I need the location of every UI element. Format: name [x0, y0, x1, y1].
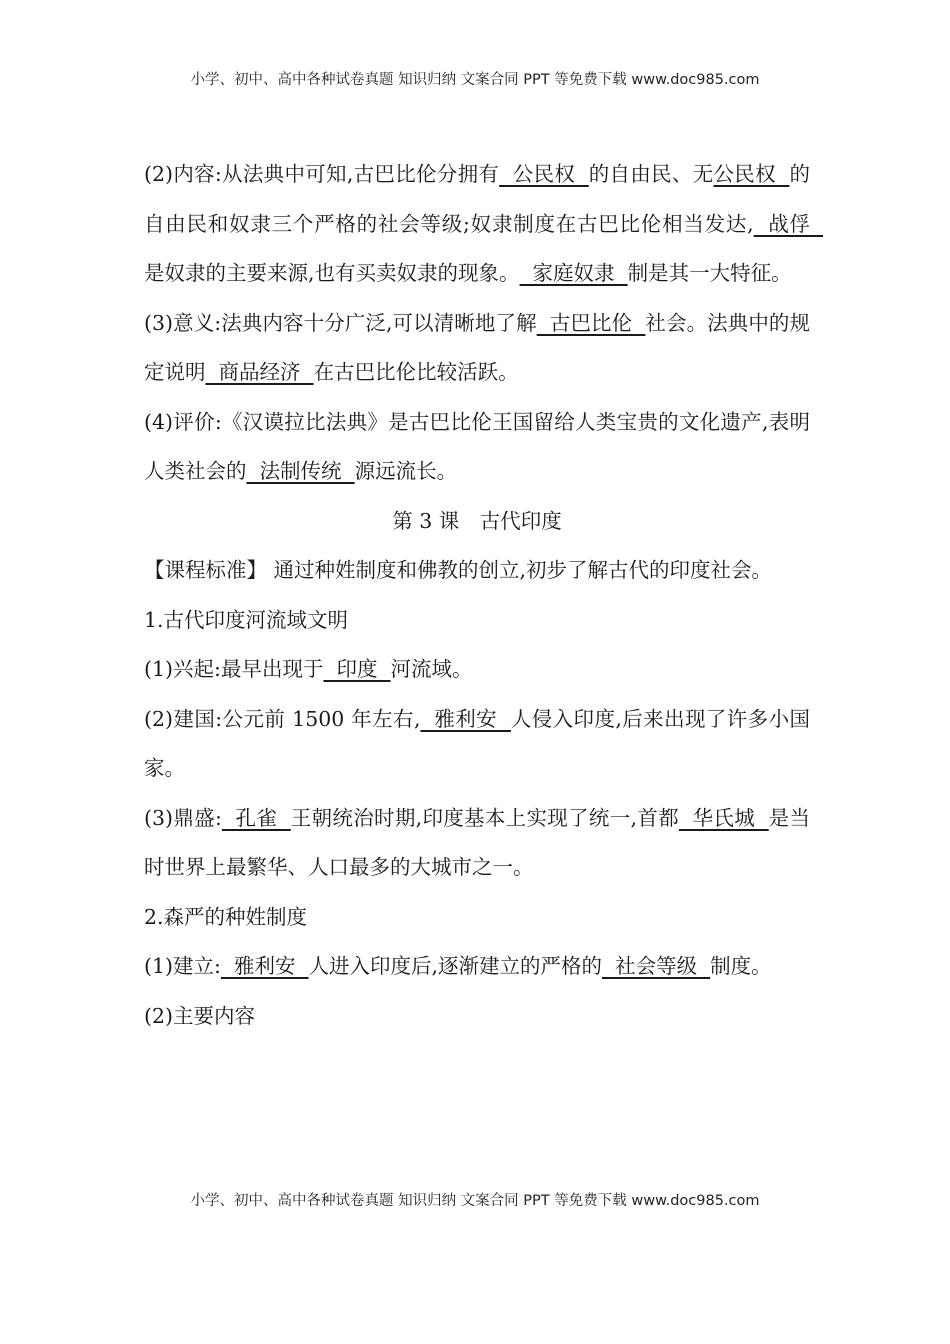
text: 是当时世界上最繁华、人口最多的大城市之一。: [144, 805, 810, 879]
lesson-title: 第 3 课 古代印度: [392, 508, 562, 533]
text: (1)建立:: [144, 954, 221, 978]
text: (3)鼎盛:: [144, 805, 222, 830]
text: (2)内容:从法典中可知,古巴比伦分拥有: [144, 162, 500, 186]
text: 源远流长。: [354, 459, 458, 483]
answer-blank: 雅利安: [220, 954, 309, 978]
text: (2)建国:公元前 1500 年左右,: [144, 706, 421, 731]
answer-blank: 家庭奴隶: [519, 261, 628, 285]
answer-blank: 古巴比伦: [536, 310, 646, 335]
text: 人侵入印度,后来出现了许多小国家。: [144, 706, 810, 780]
answer-blank: 华氏城: [678, 805, 769, 830]
answer-blank: 公民权: [499, 162, 589, 186]
text: 人进入印度后,逐渐建立的严格的: [308, 954, 603, 978]
answer-blank: 孔雀: [221, 805, 291, 830]
course-standard: [144, 546, 810, 596]
item-establishment: [144, 942, 810, 992]
text: 社会。法典中的规定说明: [144, 310, 810, 384]
answer-blank: 印度: [323, 657, 391, 681]
page-header: 小学、初中、高中各种试卷真题 知识归纳 文案合同 PPT 等免费下载 www.doc985.com: [190, 72, 760, 88]
standard-label: 【课程标准】: [144, 558, 267, 582]
item-main-content: (2)主要内容: [144, 1003, 256, 1028]
text: (4)评价:《汉谟拉比法典》是古巴比伦王国留给人类宝贵的文化遗产,表明人类社会的: [144, 409, 810, 483]
answer-blank: 雅利安: [420, 706, 511, 731]
document-body: [144, 150, 824, 1041]
paragraph-evaluation: [144, 398, 810, 497]
text: 王朝统治时期,印度基本上实现了统一,首都: [290, 805, 679, 830]
text: 制度。: [710, 954, 772, 978]
text: (1)兴起:最早出现于: [144, 657, 324, 681]
paragraph-content: [144, 150, 824, 299]
item-rise: [144, 645, 810, 695]
answer-blank: 商品经济: [205, 360, 314, 384]
text: 在古巴比伦比较活跃。: [313, 360, 519, 384]
paragraph-significance: [144, 299, 810, 398]
text: 是奴隶的主要来源,也有买卖奴隶的现象。: [144, 261, 520, 285]
item-founding: [144, 695, 810, 794]
section-title-2: 2.森严的种姓制度: [144, 904, 308, 929]
text: 的自由民、无: [588, 162, 714, 186]
answer-blank: 公民权: [713, 162, 790, 186]
text: 河流域。: [390, 657, 473, 681]
answer-blank: 战俘: [753, 211, 824, 236]
text: (3)意义:法典内容十分广泛,可以清晰地了解: [144, 310, 537, 335]
answer-blank: 社会等级: [602, 954, 711, 978]
section-title-1: 1.古代印度河流域文明: [144, 607, 349, 632]
standard-text: 通过种姓制度和佛教的创立,初步了解古代的印度社会。: [267, 558, 773, 582]
text: 的自由民和奴隶三个严格的社会等级;奴隶制度在古巴比伦相当发达,: [144, 162, 810, 236]
answer-blank: 法制传统: [246, 459, 355, 483]
text: 制是其一大特征。: [627, 261, 792, 285]
item-peak: [144, 794, 810, 893]
page-footer: 小学、初中、高中各种试卷真题 知识归纳 文案合同 PPT 等免费下载 www.doc985.com: [190, 1193, 760, 1209]
